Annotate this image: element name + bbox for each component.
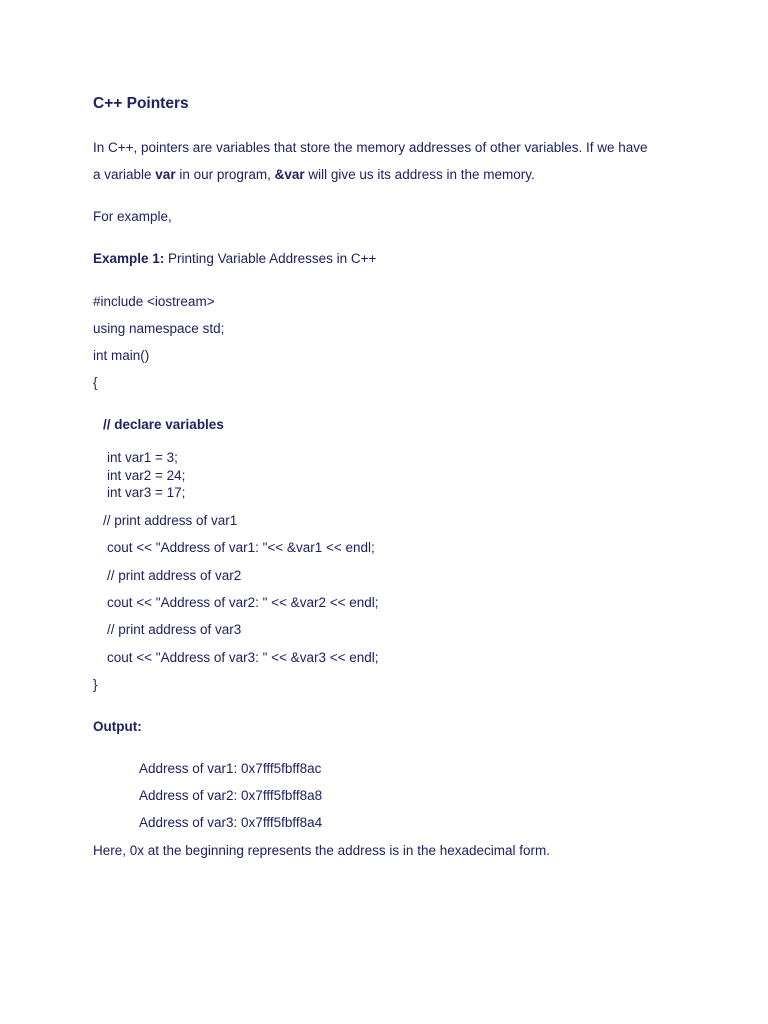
page-title: C++ Pointers (93, 95, 189, 112)
code-using: using namespace std; (93, 321, 225, 336)
example-label: Example 1: (93, 251, 165, 266)
output-line: Address of var3: 0x7fff5fbff8a4 (139, 815, 323, 830)
intro-line-1: In C++, pointers are variables that store the memory addresses of other variables. If we have (93, 140, 648, 155)
code-close-brace: } (93, 677, 98, 692)
example-text: Printing Variable Addresses in C++ (164, 251, 377, 266)
output-label: Output: (93, 719, 142, 734)
intro-text: a variable (93, 167, 156, 182)
output-line: Address of var2: 0x7fff5fbff8a8 (139, 788, 323, 803)
example-heading (93, 250, 376, 268)
code-main: int main() (93, 348, 150, 363)
code-var1: int var1 = 3; (107, 450, 178, 465)
address-operator: &var (274, 167, 305, 182)
code-comment-2: // print address of var2 (107, 568, 242, 583)
code-open-brace: { (93, 375, 98, 390)
code-var2: int var2 = 24; (107, 468, 186, 483)
code-cout-2: cout << "Address of var2: " << &var2 << endl; (107, 595, 379, 610)
for-example-text: For example, (93, 209, 172, 224)
output-line: Address of var1: 0x7fff5fbff8ac (139, 761, 322, 776)
code-include: #include <iostream> (93, 294, 215, 309)
code-declare-comment: // declare variables (103, 417, 224, 432)
intro-line-2 (93, 166, 535, 184)
code-var3: int var3 = 17; (107, 485, 186, 500)
code-cout-3: cout << "Address of var3: " << &var3 << endl; (107, 650, 379, 665)
var-keyword: var (155, 167, 176, 182)
code-comment-1: // print address of var1 (103, 513, 238, 528)
intro-text: in our program, (175, 167, 275, 182)
code-comment-3: // print address of var3 (107, 622, 242, 637)
intro-text: will give us its address in the memory. (304, 167, 535, 182)
code-cout-1: cout << "Address of var1: "<< &var1 << endl; (107, 540, 375, 555)
closing-paragraph: Here, 0x at the beginning represents the address is in the hexadecimal form. (93, 843, 551, 858)
